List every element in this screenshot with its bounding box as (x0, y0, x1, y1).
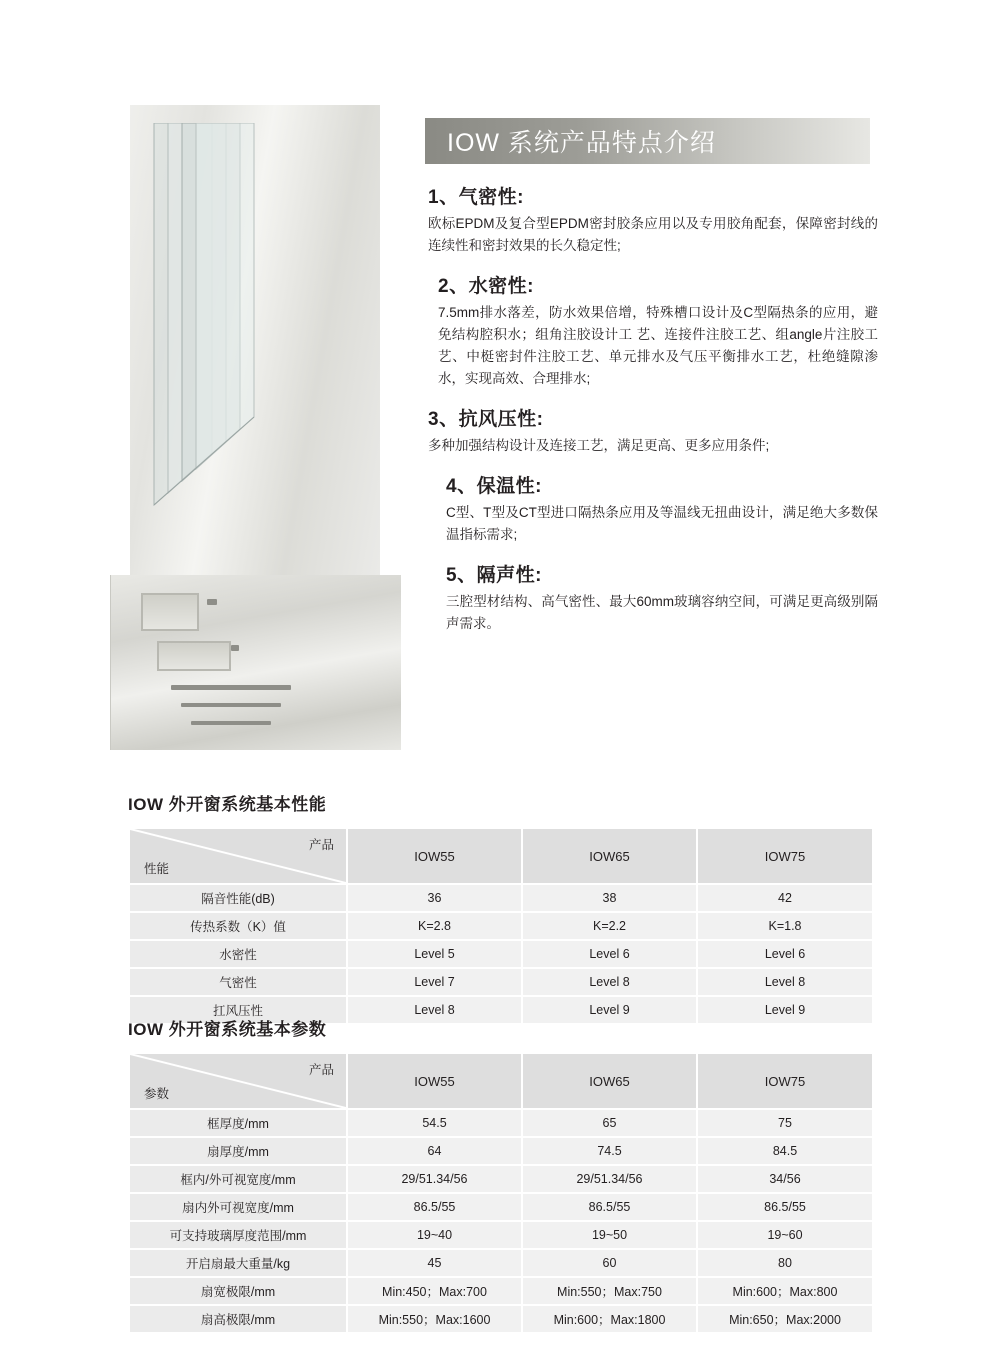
feature-text-3: 多种加强结构设计及连接工艺，满足更高、更多应用条件; (428, 438, 770, 453)
row-label: 扇内外可视宽度/mm (129, 1193, 347, 1221)
table-row (129, 912, 873, 940)
cell-value: 86.5/55 (697, 1193, 873, 1221)
row-label: 扇厚度/mm (129, 1137, 347, 1165)
cell-value: Min:600；Max:1800 (522, 1305, 697, 1333)
table-row (129, 940, 873, 968)
feature-text-1: 欧标EPDM及复合型EPDM密封胶条应用以及专用胶角配套，保障密封线的连续性和密封效果的长久稳定性; (428, 216, 878, 253)
column-header-1: IOW55 (347, 828, 522, 884)
column-header-2: IOW65 (522, 1053, 697, 1109)
column-header-3: IOW75 (697, 1053, 873, 1109)
table-row (129, 1249, 873, 1277)
profile-chamber-2 (157, 641, 231, 671)
window-profile-photo (110, 105, 400, 650)
page-title: IOW 系统产品特点介绍 (447, 129, 716, 157)
row-label: 扇宽极限/mm (129, 1277, 347, 1305)
feature-heading-1: 1、气密性: (428, 187, 524, 208)
cell-value: 64 (347, 1137, 522, 1165)
cell-value: 19~50 (522, 1221, 697, 1249)
row-label: 框厚度/mm (129, 1109, 347, 1137)
corner-bottom-left-label: 参数 (144, 1087, 170, 1101)
row-label: 框内/外可视宽度/mm (129, 1165, 347, 1193)
cell-value: 42 (697, 884, 873, 912)
cell-value: 74.5 (522, 1137, 697, 1165)
corner-diagonal-cell (129, 1053, 347, 1109)
row-label: 气密性 (129, 968, 347, 996)
feature-item-5 (446, 560, 878, 635)
cell-value: Level 6 (697, 940, 873, 968)
table-row (129, 884, 873, 912)
cell-value: Min:600；Max:800 (697, 1277, 873, 1305)
feature-text-2: 7.5mm排水落差，防水效果倍增，特殊槽口设计及C型隔热条的应用，避免结构腔积水；组角注胶设计工 艺、连接件注胶工艺、组angle片注胶工艺、中梃密封件注胶工艺、单元排水及气压平衡排水工艺，杜绝缝隙渗水，实现高效、合理排水; (438, 305, 878, 386)
parameters-table-title: IOW 外开窗系统基本参数 (128, 1020, 327, 1039)
cell-value: Min:450；Max:700 (347, 1277, 522, 1305)
parameters-table (128, 1052, 874, 1334)
cell-value: 75 (697, 1109, 873, 1137)
cell-value: 86.5/55 (347, 1193, 522, 1221)
table-row (129, 1137, 873, 1165)
performance-table-title: IOW 外开窗系统基本性能 (128, 795, 327, 814)
cell-value: 34/56 (697, 1165, 873, 1193)
cell-value: 19~40 (347, 1221, 522, 1249)
cell-value: 29/51.34/56 (347, 1165, 522, 1193)
cell-value: 84.5 (697, 1137, 873, 1165)
glass-diagonal-svg (150, 123, 365, 553)
cell-value: 36 (347, 884, 522, 912)
cell-value: Level 5 (347, 940, 522, 968)
cell-value: K=1.8 (697, 912, 873, 940)
cell-value: 60 (522, 1249, 697, 1277)
profile-nub-1 (207, 599, 217, 605)
feature-heading-5: 5、隔声性: (446, 565, 542, 586)
feature-heading-2: 2、水密性: (438, 276, 534, 297)
cell-value: K=2.2 (522, 912, 697, 940)
feature-list (428, 182, 878, 649)
profile-cross-section (110, 575, 401, 750)
feature-item-3 (428, 404, 878, 457)
column-header-2: IOW65 (522, 828, 697, 884)
row-label: 水密性 (129, 940, 347, 968)
cell-value: Level 8 (347, 996, 522, 1024)
feature-item-4 (446, 471, 878, 546)
section-title-bar (425, 118, 870, 164)
corner-bottom-left-label: 性能 (144, 862, 170, 876)
performance-table-block (128, 790, 872, 1025)
corner-top-right-label: 产品 (308, 1063, 334, 1077)
row-label: 传热系数（K）值 (129, 912, 347, 940)
row-label: 开启扇最大重量/kg (129, 1249, 347, 1277)
feature-text-4: C型、T型及CT型进口隔热条应用及等温线无扭曲设计，满足绝大多数保温指标需求; (446, 505, 878, 542)
feature-heading-4: 4、保温性: (446, 476, 542, 497)
row-label: 扛风压性 (129, 996, 347, 1024)
cell-value: Level 8 (697, 968, 873, 996)
corner-diagonal-cell (129, 828, 347, 884)
performance-table (128, 827, 874, 1025)
column-header-3: IOW75 (697, 828, 873, 884)
feature-item-1 (428, 182, 878, 257)
cell-value: Min:550；Max:1600 (347, 1305, 522, 1333)
cell-value: 65 (522, 1109, 697, 1137)
feature-text-5: 三腔型材结构、高气密性、最大60mm玻璃容纳空间，可满足更高级别隔声需求。 (446, 594, 878, 631)
glass-panes-group (150, 123, 365, 553)
table-header-row (129, 1053, 873, 1109)
profile-chamber-1 (141, 593, 199, 631)
cell-value: 19~60 (697, 1221, 873, 1249)
cell-value: 38 (522, 884, 697, 912)
table-header-row (129, 828, 873, 884)
row-label: 可支持玻璃厚度范围/mm (129, 1221, 347, 1249)
feature-heading-3: 3、抗风压性: (428, 409, 544, 430)
cell-value: 86.5/55 (522, 1193, 697, 1221)
table-row (129, 1193, 873, 1221)
corner-top-right-label: 产品 (308, 838, 334, 852)
cell-value: 45 (347, 1249, 522, 1277)
cell-value: Min:550；Max:750 (522, 1277, 697, 1305)
parameters-table-block (128, 1015, 872, 1334)
cell-value: Level 7 (347, 968, 522, 996)
cell-value: Level 8 (522, 968, 697, 996)
feature-item-2 (438, 271, 878, 390)
table-row (129, 1277, 873, 1305)
cell-value: 29/51.34/56 (522, 1165, 697, 1193)
table-row (129, 1221, 873, 1249)
profile-nub-2 (231, 645, 239, 651)
cell-value: 54.5 (347, 1109, 522, 1137)
row-label: 隔音性能(dB) (129, 884, 347, 912)
cell-value: Min:650；Max:2000 (697, 1305, 873, 1333)
cell-value: 80 (697, 1249, 873, 1277)
cell-value: K=2.8 (347, 912, 522, 940)
profile-nub-5 (191, 721, 271, 725)
cell-value: Level 9 (522, 996, 697, 1024)
row-label: 扇高极限/mm (129, 1305, 347, 1333)
table-row (129, 1165, 873, 1193)
table-row (129, 968, 873, 996)
table-row (129, 1109, 873, 1137)
table-row (129, 1305, 873, 1333)
cell-value: Level 6 (522, 940, 697, 968)
profile-nub-4 (181, 703, 281, 707)
cell-value: Level 9 (697, 996, 873, 1024)
profile-nub-3 (171, 685, 291, 690)
column-header-1: IOW55 (347, 1053, 522, 1109)
